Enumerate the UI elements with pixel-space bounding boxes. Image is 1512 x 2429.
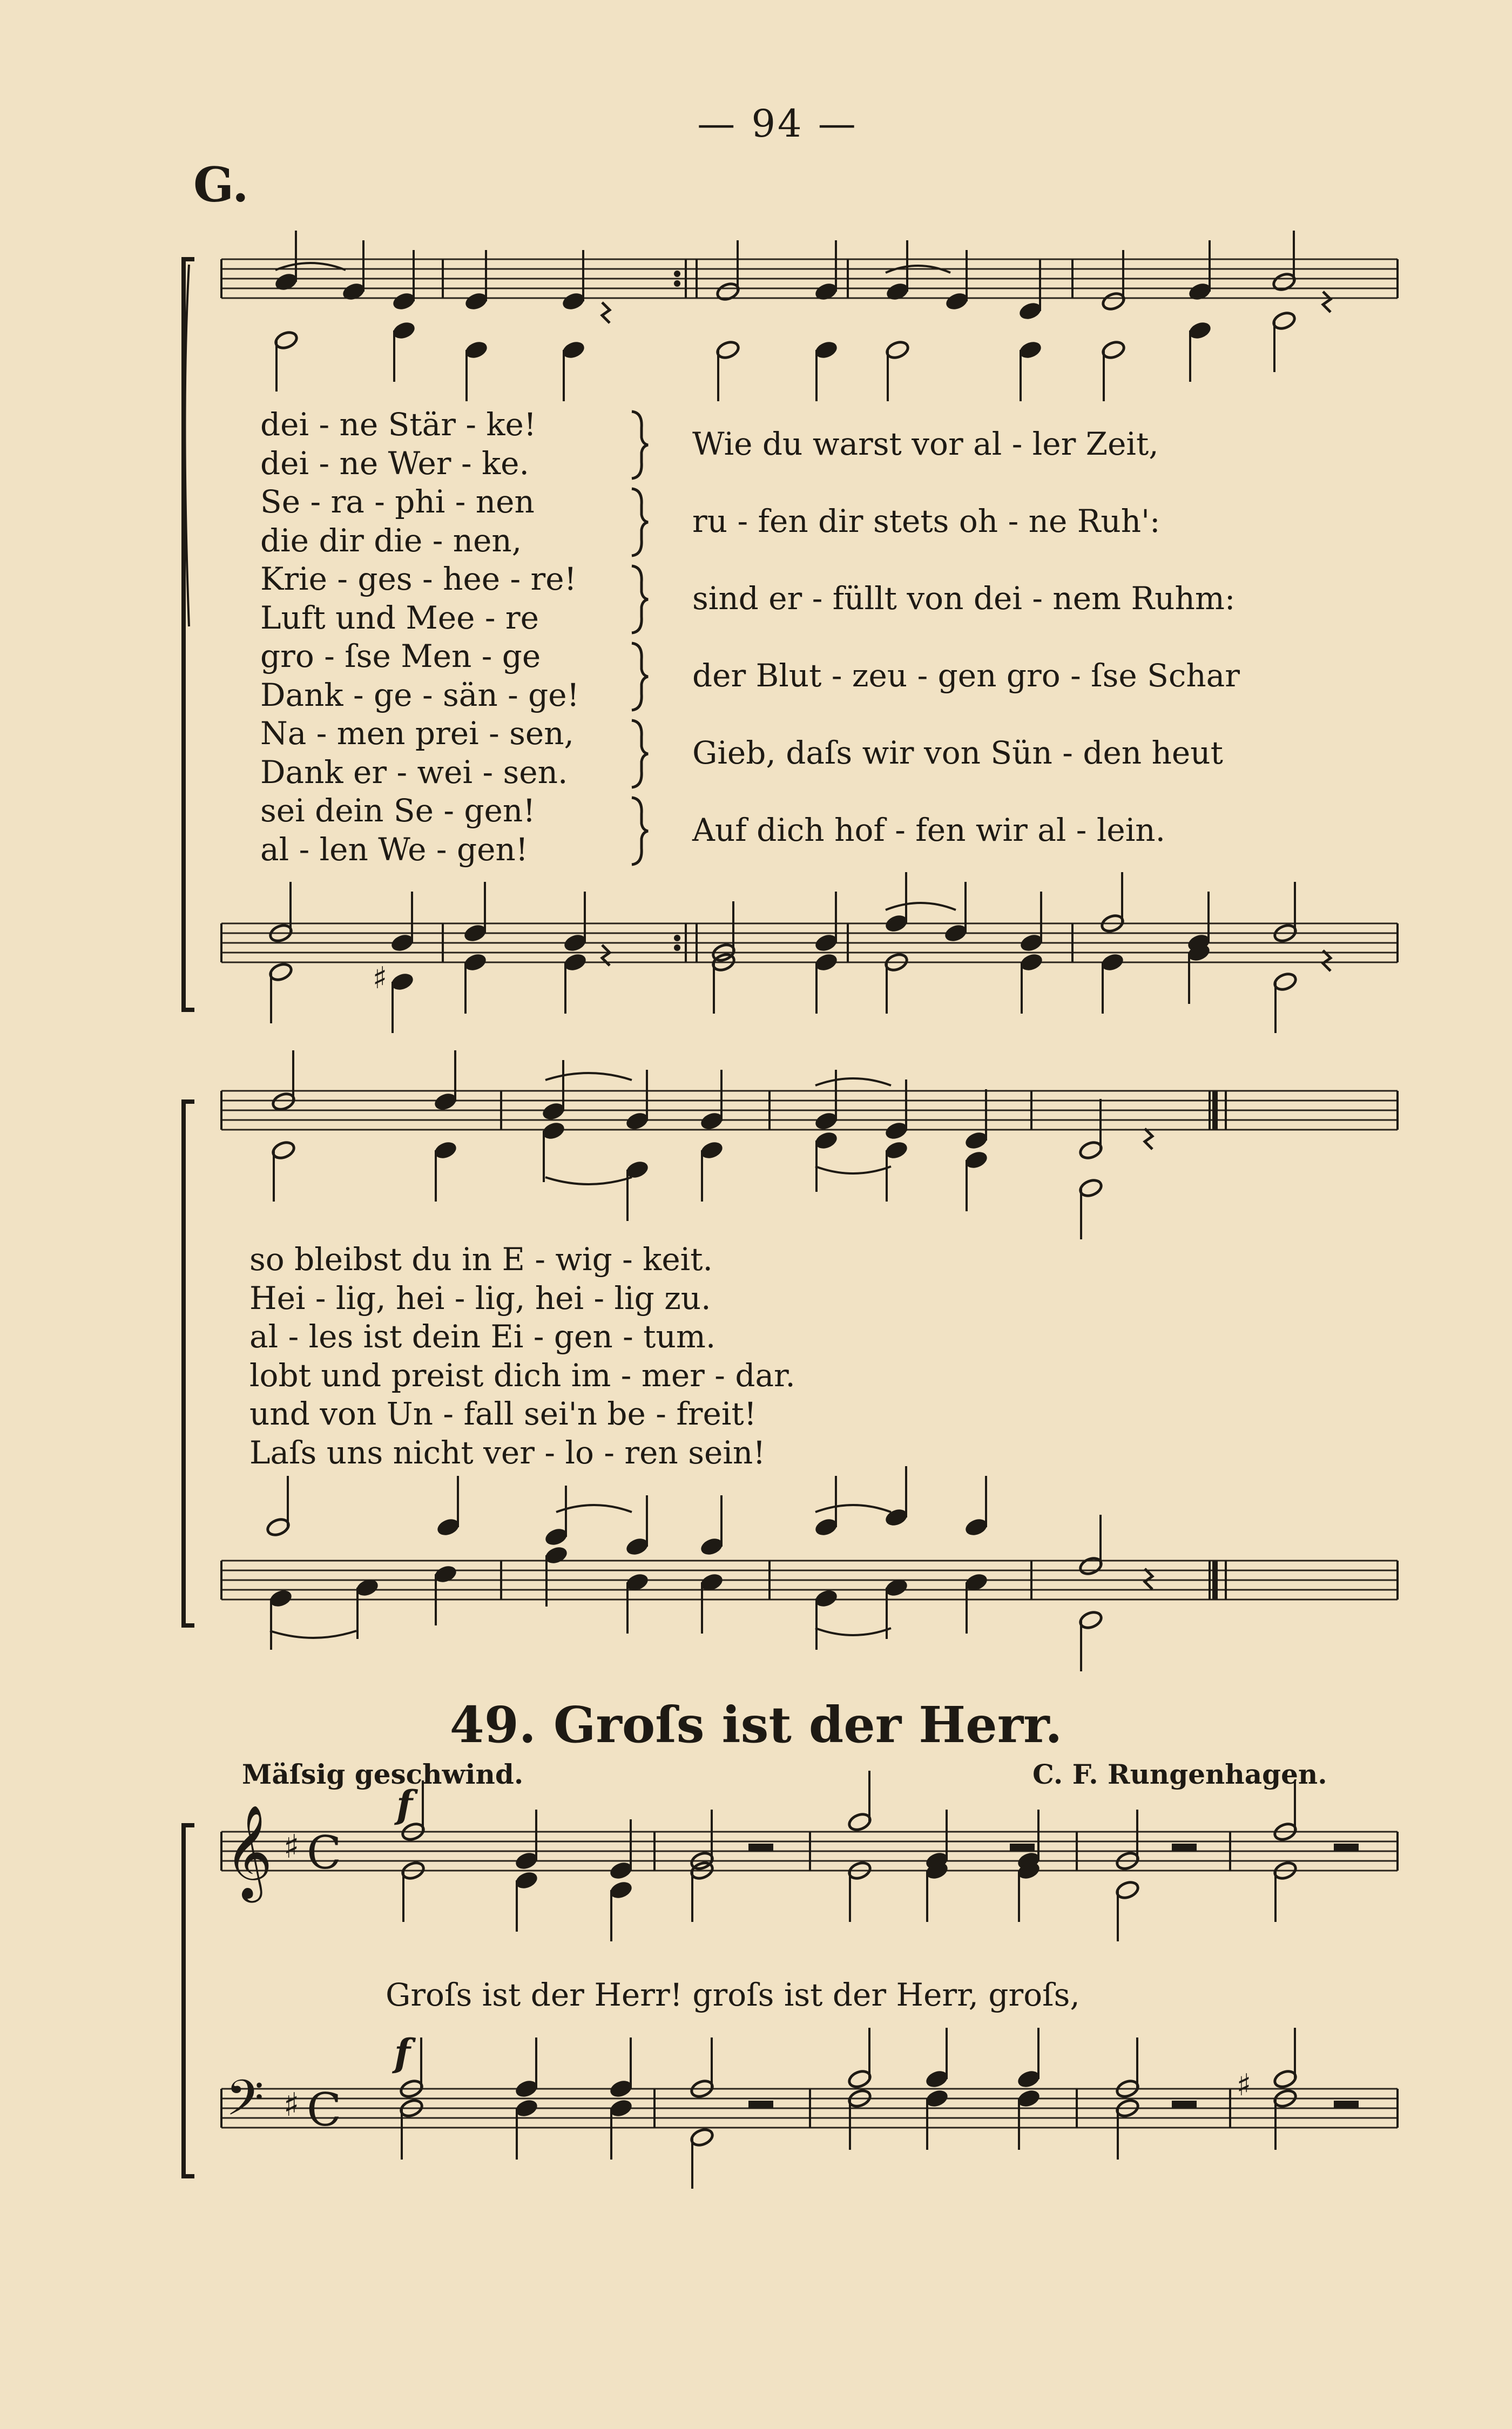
system-3-brace (184, 1825, 194, 2176)
half-rest (748, 2101, 773, 2108)
repeat-dot (674, 271, 680, 277)
slur (545, 1073, 632, 1080)
repeat-dot (674, 944, 680, 951)
verse-brace (632, 720, 648, 787)
slur (270, 1631, 356, 1638)
key-sharp: ♯ (284, 1828, 300, 1866)
verse-brace (632, 643, 648, 710)
system-2-brace (184, 1102, 194, 1625)
verse-left-line-10: Dank er - wei - sen. (260, 753, 568, 791)
half-rest (1334, 2101, 1359, 2108)
verse-left-line-2: dei - ne Wer - ke. (260, 444, 529, 482)
verse-right-line-2: ru - fen dir stets oh - ne Ruh': (692, 503, 1160, 539)
slur (815, 1505, 891, 1512)
slur (886, 903, 956, 910)
system-3 (184, 1825, 194, 2176)
bass-clef: 𝄢 (226, 2069, 264, 2138)
section-label: G. (193, 157, 249, 213)
tempo-marking: Mäſsig geschwind. (242, 1758, 524, 1790)
verse-left-line-7: gro - ſse Men - ge (260, 638, 541, 674)
half-rest (1172, 2101, 1197, 2108)
half-rest (1334, 1844, 1359, 1851)
repeat-dot (674, 280, 680, 287)
key-sharp: ♯ (284, 2086, 300, 2124)
verse-brace (632, 798, 648, 865)
system-2 (184, 1102, 194, 1625)
verse-right-line-3: sind er - füllt von dei - nem Ruhm: (692, 580, 1236, 617)
verse-left-line-8: Dank - ge - sän - ge! (260, 676, 579, 713)
half-rest (748, 1844, 773, 1851)
quarter-rest (1145, 1129, 1152, 1149)
treble-clef: 𝄞 (225, 1805, 273, 1899)
quarter-rest (1323, 950, 1331, 971)
half-rest (1172, 1844, 1197, 1851)
hymn-title: 49. Groſs ist der Herr. (449, 1696, 1063, 1754)
verse-refrain-line-2: Hei - lig, hei - lig, hei - lig zu. (249, 1279, 711, 1317)
verse-left-line-4: die dir die - nen, (260, 522, 522, 559)
time-signature: C (307, 2083, 342, 2136)
verse-refrain-line-1: so bleibst du in E - wig - keit. (249, 1241, 713, 1278)
slur (545, 1177, 632, 1184)
slur (815, 1628, 891, 1635)
time-signature: C (307, 1826, 342, 1879)
verse-refrain-line-5: und von Un - fall sei'n be - freit! (249, 1395, 757, 1432)
slur (815, 1078, 891, 1085)
verse-left-line-1: dei - ne Stär - ke! (260, 406, 537, 443)
hymn-lyrics: Groſs ist der Herr! groſs ist der Herr, groſs, (386, 1976, 1080, 2013)
verse-left-line-6: Luft und Mee - re (260, 599, 539, 636)
verse-refrain-line-4: lobt und preist dich im - mer - dar. (249, 1357, 795, 1394)
composer: C. F. Rungenhagen. (1032, 1758, 1327, 1790)
quarter-rest (1323, 292, 1331, 312)
verse-left-line-9: Na - men prei - sen, (260, 715, 574, 752)
quarter-rest (1145, 1569, 1152, 1589)
verse-refrain-line-6: Laſs uns nicht ver - lo - ren sein! (249, 1434, 766, 1471)
dynamic-bass: f (394, 2030, 411, 2075)
verse-brace (632, 566, 648, 633)
system-1 (184, 259, 194, 1010)
page-number: — 94 — (697, 102, 858, 146)
verse-brace (632, 411, 648, 478)
half-rest (1010, 1844, 1035, 1851)
quarter-rest (602, 302, 610, 323)
verse-refrain-line-3: al - les ist dein Ei - gen - tum. (249, 1318, 716, 1355)
verse-right-line-1: Wie du warst vor al - ler Zeit, (692, 426, 1159, 462)
slur (556, 1505, 632, 1512)
verse-right-line-5: Gieb, daſs wir von Sün - den heut (692, 734, 1223, 771)
verse-left-line-12: al - len We - gen! (260, 831, 529, 868)
slur (815, 1166, 891, 1173)
verse-left-line-5: Krie - ges - hee - re! (260, 561, 577, 597)
sharp-sign: ♯ (373, 961, 388, 996)
verse-right-line-4: der Blut - zeu - gen gro - ſse Schar (692, 657, 1240, 694)
verse-left-line-3: Se - ra - phi - nen (260, 483, 535, 520)
verse-brace (632, 489, 648, 556)
dynamic-treble: f (396, 1782, 413, 1827)
repeat-dot (674, 935, 680, 941)
verse-right-line-6: Auf dich hof - fen wir al - lein. (692, 812, 1166, 848)
sharp-sign: ♯ (1237, 2068, 1252, 2103)
verse-left-line-11: sei dein Se - gen! (260, 792, 536, 829)
